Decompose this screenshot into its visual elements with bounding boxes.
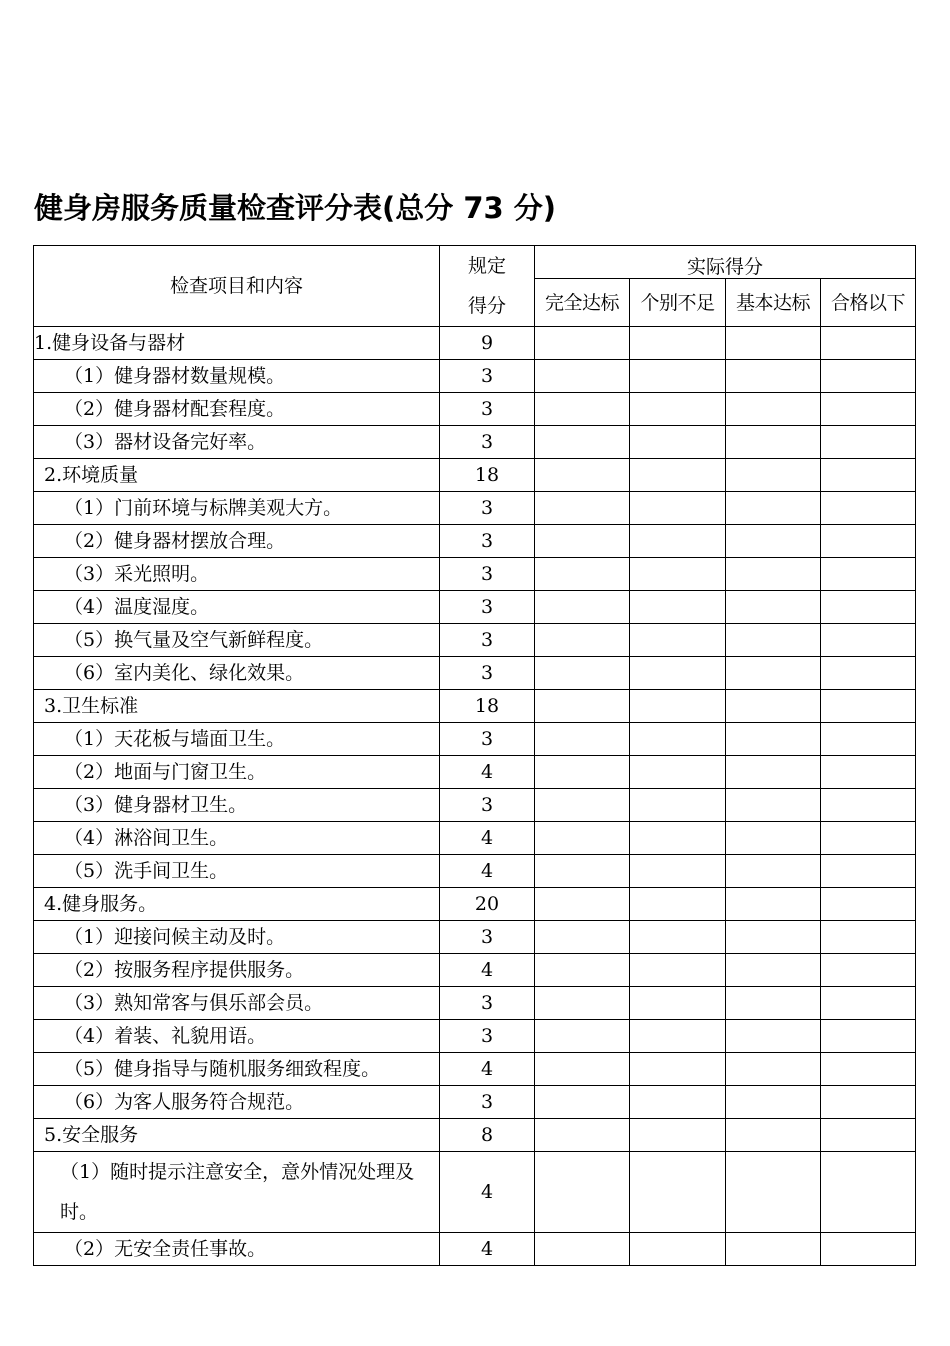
header-actual-group: 实际得分 xyxy=(535,246,916,279)
score-basically-compliant-cell[interactable] xyxy=(726,723,821,756)
item-label: （3）器材设备完好率。 xyxy=(34,426,440,459)
table-row xyxy=(34,360,916,393)
points-cell: 3 xyxy=(440,1086,535,1119)
points-cell: 3 xyxy=(440,393,535,426)
score-below-standard-cell[interactable] xyxy=(821,723,916,756)
score-below-standard-cell[interactable] xyxy=(821,1053,916,1086)
score-minor-shortfall-cell[interactable] xyxy=(630,525,726,558)
score-fully-compliant-cell[interactable] xyxy=(535,822,630,855)
points-cell: 4 xyxy=(440,855,535,888)
score-basically-compliant-cell[interactable] xyxy=(726,657,821,690)
score-minor-shortfall-cell[interactable] xyxy=(630,360,726,393)
score-fully-compliant-cell[interactable] xyxy=(535,624,630,657)
score-minor-shortfall-cell[interactable] xyxy=(630,492,726,525)
score-fully-compliant-cell[interactable] xyxy=(535,1086,630,1119)
score-minor-shortfall-cell[interactable] xyxy=(630,987,726,1020)
points-cell: 9 xyxy=(440,327,535,360)
score-fully-compliant-cell[interactable] xyxy=(535,987,630,1020)
score-fully-compliant-cell[interactable] xyxy=(535,888,630,921)
score-below-standard-cell[interactable] xyxy=(821,921,916,954)
table-row xyxy=(34,1119,916,1152)
score-minor-shortfall-cell[interactable] xyxy=(630,723,726,756)
score-fully-compliant-cell[interactable] xyxy=(535,756,630,789)
score-below-standard-cell[interactable] xyxy=(821,756,916,789)
score-fully-compliant-cell[interactable] xyxy=(535,657,630,690)
score-minor-shortfall-cell[interactable] xyxy=(630,558,726,591)
score-minor-shortfall-cell[interactable] xyxy=(630,1152,726,1233)
section-label: 4.健身服务。 xyxy=(34,888,440,921)
score-basically-compliant-cell[interactable] xyxy=(726,360,821,393)
score-minor-shortfall-cell[interactable] xyxy=(630,1086,726,1119)
score-basically-compliant-cell[interactable] xyxy=(726,921,821,954)
item-label: （6）为客人服务符合规范。 xyxy=(34,1086,440,1119)
score-below-standard-cell[interactable] xyxy=(821,360,916,393)
points-cell: 18 xyxy=(440,690,535,723)
score-minor-shortfall-cell[interactable] xyxy=(630,1233,726,1266)
score-below-standard-cell[interactable] xyxy=(821,690,916,723)
score-minor-shortfall-cell[interactable] xyxy=(630,888,726,921)
points-cell: 3 xyxy=(440,525,535,558)
score-below-standard-cell[interactable] xyxy=(821,591,916,624)
score-fully-compliant-cell[interactable] xyxy=(535,723,630,756)
score-below-standard-cell[interactable] xyxy=(821,789,916,822)
header-item-col: 检查项目和内容 xyxy=(34,246,440,327)
item-label: （3）健身器材卫生。 xyxy=(34,789,440,822)
score-fully-compliant-cell[interactable] xyxy=(535,426,630,459)
points-cell: 3 xyxy=(440,657,535,690)
points-cell: 4 xyxy=(440,954,535,987)
score-minor-shortfall-cell[interactable] xyxy=(630,789,726,822)
table-row xyxy=(34,459,916,492)
item-label: （4）着装、礼貌用语。 xyxy=(34,1020,440,1053)
table-row xyxy=(34,1020,916,1053)
item-label: （1）随时提示注意安全，意外情况处理及时。 xyxy=(34,1152,440,1233)
section-label: 2.环境质量 xyxy=(34,459,440,492)
score-below-standard-cell[interactable] xyxy=(821,624,916,657)
table-row xyxy=(34,1086,916,1119)
score-below-standard-cell[interactable] xyxy=(821,855,916,888)
item-label: （2）健身器材配套程度。 xyxy=(34,393,440,426)
score-below-standard-cell[interactable] xyxy=(821,822,916,855)
header-points-line2: 得分 xyxy=(467,295,506,317)
score-basically-compliant-cell[interactable] xyxy=(726,789,821,822)
points-cell: 20 xyxy=(440,888,535,921)
score-basically-compliant-cell[interactable] xyxy=(726,756,821,789)
table-row xyxy=(34,723,916,756)
score-below-standard-cell[interactable] xyxy=(821,558,916,591)
table-row xyxy=(34,1152,916,1233)
score-below-standard-cell[interactable] xyxy=(821,1020,916,1053)
section-label: 5.安全服务 xyxy=(34,1119,440,1152)
score-fully-compliant-cell[interactable] xyxy=(535,591,630,624)
score-basically-compliant-cell[interactable] xyxy=(726,822,821,855)
score-minor-shortfall-cell[interactable] xyxy=(630,822,726,855)
item-label: （2）健身器材摆放合理。 xyxy=(34,525,440,558)
score-basically-compliant-cell[interactable] xyxy=(726,1233,821,1266)
table-row xyxy=(34,426,916,459)
item-label: （5）健身指导与随机服务细致程度。 xyxy=(34,1053,440,1086)
points-cell: 3 xyxy=(440,426,535,459)
score-minor-shortfall-cell[interactable] xyxy=(630,459,726,492)
points-cell: 4 xyxy=(440,1152,535,1233)
score-minor-shortfall-cell[interactable] xyxy=(630,393,726,426)
table-row xyxy=(34,393,916,426)
score-minor-shortfall-cell[interactable] xyxy=(630,954,726,987)
table-row xyxy=(34,756,916,789)
score-minor-shortfall-cell[interactable] xyxy=(630,426,726,459)
score-fully-compliant-cell[interactable] xyxy=(535,855,630,888)
item-label: （5）洗手间卫生。 xyxy=(34,855,440,888)
score-minor-shortfall-cell[interactable] xyxy=(630,921,726,954)
score-minor-shortfall-cell[interactable] xyxy=(630,690,726,723)
table-row xyxy=(34,1053,916,1086)
item-label: （5）换气量及空气新鲜程度。 xyxy=(34,624,440,657)
score-minor-shortfall-cell[interactable] xyxy=(630,756,726,789)
points-cell: 3 xyxy=(440,1020,535,1053)
score-basically-compliant-cell[interactable] xyxy=(726,888,821,921)
header-basically-compliant: 基本达标 xyxy=(726,279,821,327)
item-label: （1）迎接问候主动及时。 xyxy=(34,921,440,954)
item-label: （4）温度湿度。 xyxy=(34,591,440,624)
score-minor-shortfall-cell[interactable] xyxy=(630,855,726,888)
table-row xyxy=(34,591,916,624)
score-basically-compliant-cell[interactable] xyxy=(726,1152,821,1233)
table-row xyxy=(34,558,916,591)
score-fully-compliant-cell[interactable] xyxy=(535,954,630,987)
header-fully-compliant: 完全达标 xyxy=(535,279,630,327)
score-basically-compliant-cell[interactable] xyxy=(726,690,821,723)
section-label: 3.卫生标准 xyxy=(34,690,440,723)
item-label: （6）室内美化、绿化效果。 xyxy=(34,657,440,690)
score-basically-compliant-cell[interactable] xyxy=(726,327,821,360)
table-row xyxy=(34,624,916,657)
score-fully-compliant-cell[interactable] xyxy=(535,393,630,426)
score-below-standard-cell[interactable] xyxy=(821,525,916,558)
score-below-standard-cell[interactable] xyxy=(821,987,916,1020)
table-row xyxy=(34,657,916,690)
item-label: （2）按服务程序提供服务。 xyxy=(34,954,440,987)
points-cell: 3 xyxy=(440,789,535,822)
score-minor-shortfall-cell[interactable] xyxy=(630,1020,726,1053)
score-minor-shortfall-cell[interactable] xyxy=(630,591,726,624)
header-points-line1: 规定 xyxy=(467,255,506,277)
score-basically-compliant-cell[interactable] xyxy=(726,1086,821,1119)
score-basically-compliant-cell[interactable] xyxy=(726,459,821,492)
points-cell: 3 xyxy=(440,558,535,591)
score-basically-compliant-cell[interactable] xyxy=(726,426,821,459)
points-cell: 4 xyxy=(440,1233,535,1266)
score-fully-compliant-cell[interactable] xyxy=(535,525,630,558)
table-row xyxy=(34,525,916,558)
table-row xyxy=(34,789,916,822)
score-basically-compliant-cell[interactable] xyxy=(726,558,821,591)
table-row xyxy=(34,327,916,360)
table-row xyxy=(34,855,916,888)
score-minor-shortfall-cell[interactable] xyxy=(630,657,726,690)
score-below-standard-cell[interactable] xyxy=(821,492,916,525)
score-below-standard-cell[interactable] xyxy=(821,1119,916,1152)
score-fully-compliant-cell[interactable] xyxy=(535,789,630,822)
score-basically-compliant-cell[interactable] xyxy=(726,393,821,426)
score-below-standard-cell[interactable] xyxy=(821,1233,916,1266)
score-minor-shortfall-cell[interactable] xyxy=(630,1053,726,1086)
item-label: （2）地面与门窗卫生。 xyxy=(34,756,440,789)
table-row xyxy=(34,987,916,1020)
score-fully-compliant-cell[interactable] xyxy=(535,327,630,360)
score-basically-compliant-cell[interactable] xyxy=(726,525,821,558)
item-label: （1）门前环境与标牌美观大方。 xyxy=(34,492,440,525)
score-fully-compliant-cell[interactable] xyxy=(535,360,630,393)
score-minor-shortfall-cell[interactable] xyxy=(630,624,726,657)
score-fully-compliant-cell[interactable] xyxy=(535,492,630,525)
score-below-standard-cell[interactable] xyxy=(821,459,916,492)
score-fully-compliant-cell[interactable] xyxy=(535,690,630,723)
item-label: （1）天花板与墙面卫生。 xyxy=(34,723,440,756)
points-cell: 3 xyxy=(440,921,535,954)
points-cell: 3 xyxy=(440,987,535,1020)
table-row xyxy=(34,921,916,954)
points-cell: 8 xyxy=(440,1119,535,1152)
score-below-standard-cell[interactable] xyxy=(821,327,916,360)
score-fully-compliant-cell[interactable] xyxy=(535,1020,630,1053)
score-minor-shortfall-cell[interactable] xyxy=(630,1119,726,1152)
score-basically-compliant-cell[interactable] xyxy=(726,492,821,525)
header-points-col xyxy=(440,246,535,327)
table-row xyxy=(34,492,916,525)
points-cell: 3 xyxy=(440,591,535,624)
header-minor-shortfall: 个别不足 xyxy=(630,279,726,327)
score-fully-compliant-cell[interactable] xyxy=(535,1233,630,1266)
score-below-standard-cell[interactable] xyxy=(821,393,916,426)
score-below-standard-cell[interactable] xyxy=(821,426,916,459)
points-cell: 3 xyxy=(440,492,535,525)
item-label: （1）健身器材数量规模。 xyxy=(34,360,440,393)
score-fully-compliant-cell[interactable] xyxy=(535,1119,630,1152)
score-below-standard-cell[interactable] xyxy=(821,1152,916,1233)
points-cell: 4 xyxy=(440,756,535,789)
table-row xyxy=(34,888,916,921)
score-minor-shortfall-cell[interactable] xyxy=(630,327,726,360)
table-row xyxy=(34,954,916,987)
points-cell: 3 xyxy=(440,723,535,756)
item-label: （3）熟知常客与俱乐部会员。 xyxy=(34,987,440,1020)
score-fully-compliant-cell[interactable] xyxy=(535,558,630,591)
table-row xyxy=(34,822,916,855)
score-below-standard-cell[interactable] xyxy=(821,888,916,921)
points-cell: 4 xyxy=(440,1053,535,1086)
score-fully-compliant-cell[interactable] xyxy=(535,1053,630,1086)
score-table xyxy=(33,245,916,1266)
points-cell: 4 xyxy=(440,822,535,855)
item-label: （4）淋浴间卫生。 xyxy=(34,822,440,855)
score-basically-compliant-cell[interactable] xyxy=(726,1119,821,1152)
score-fully-compliant-cell[interactable] xyxy=(535,459,630,492)
points-cell: 3 xyxy=(440,360,535,393)
score-basically-compliant-cell[interactable] xyxy=(726,855,821,888)
score-basically-compliant-cell[interactable] xyxy=(726,1020,821,1053)
score-fully-compliant-cell[interactable] xyxy=(535,921,630,954)
points-cell: 3 xyxy=(440,624,535,657)
score-fully-compliant-cell[interactable] xyxy=(535,1152,630,1233)
section-label: 1.健身设备与器材 xyxy=(34,327,440,360)
item-label: （3）采光照明。 xyxy=(34,558,440,591)
table-row xyxy=(34,1233,916,1266)
score-below-standard-cell[interactable] xyxy=(821,1086,916,1119)
page-title: 健身房服务质量检查评分表(总分 73 分) xyxy=(34,191,557,225)
score-below-standard-cell[interactable] xyxy=(821,954,916,987)
score-basically-compliant-cell[interactable] xyxy=(726,591,821,624)
score-basically-compliant-cell[interactable] xyxy=(726,1053,821,1086)
score-below-standard-cell[interactable] xyxy=(821,657,916,690)
item-label: （2）无安全责任事故。 xyxy=(34,1233,440,1266)
score-basically-compliant-cell[interactable] xyxy=(726,624,821,657)
score-basically-compliant-cell[interactable] xyxy=(726,954,821,987)
score-basically-compliant-cell[interactable] xyxy=(726,987,821,1020)
points-cell: 18 xyxy=(440,459,535,492)
header-below-standard: 合格以下 xyxy=(821,279,916,327)
table-row xyxy=(34,690,916,723)
